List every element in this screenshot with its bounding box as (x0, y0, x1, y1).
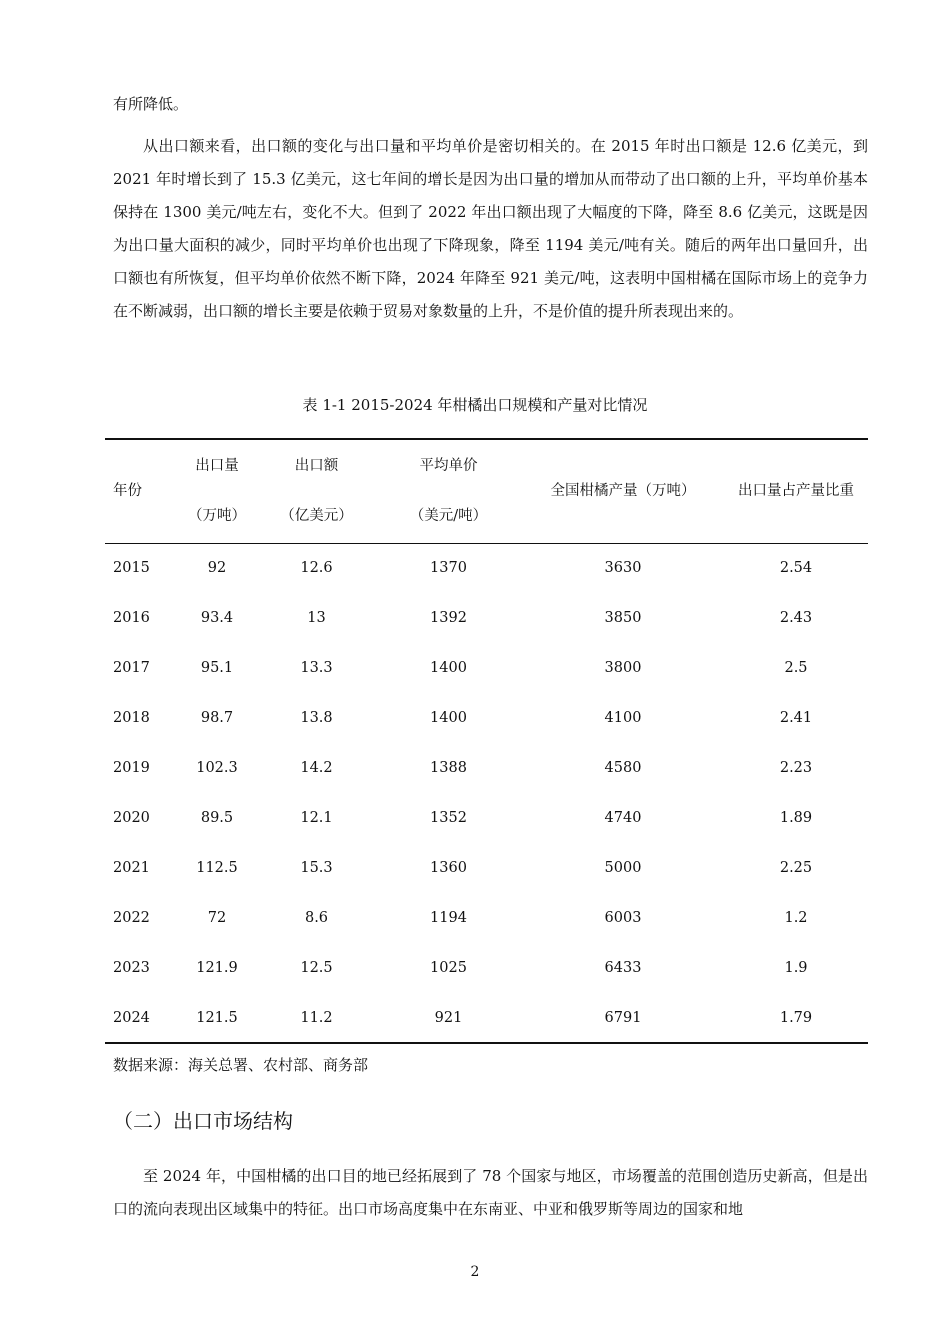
cell-volume: 98.7 (200, 710, 234, 726)
cell-share: 2.41 (779, 710, 813, 726)
header-export-volume-unit: （万吨） (188, 508, 246, 525)
header-production: 全国柑橘产量（万吨） (550, 483, 696, 500)
paragraph-continuation: 有所降低。 (113, 95, 189, 113)
header-unit-price-unit: （美元/吨） (409, 508, 488, 525)
cell-production: 4580 (604, 760, 642, 776)
cell-share: 2.5 (784, 660, 808, 676)
cell-volume: 95.1 (200, 660, 234, 676)
cell-production: 3800 (604, 660, 642, 676)
cell-year: 2022 (113, 910, 150, 926)
table-row (105, 943, 868, 993)
cell-volume: 92 (207, 560, 227, 577)
header-export-value (258, 439, 375, 543)
cell-price: 1400 (430, 710, 467, 726)
section-heading: （二）出口市场结构 (113, 1109, 293, 1133)
cell-production: 3850 (604, 610, 642, 626)
cell-share: 1.79 (779, 1009, 813, 1026)
cell-value: 8.6 (304, 910, 329, 926)
cell-volume: 121.5 (196, 1009, 238, 1026)
header-export-volume-label: 出口量 (195, 458, 239, 475)
cell-price: 1388 (430, 760, 467, 776)
cell-year: 2021 (113, 860, 150, 876)
header-export-value-unit: （亿美元） (280, 508, 353, 525)
cell-value: 11.2 (300, 1009, 333, 1026)
table-row (105, 793, 868, 843)
cell-value: 12.1 (300, 810, 333, 826)
cell-share: 2.23 (779, 760, 813, 776)
table-row (105, 593, 868, 643)
table-row (105, 693, 868, 743)
cell-price: 1360 (430, 860, 467, 876)
cell-volume: 89.5 (200, 810, 234, 826)
cell-value: 14.2 (300, 760, 333, 776)
table-header-row (105, 439, 868, 543)
cell-volume: 93.4 (200, 610, 234, 626)
cell-volume: 102.3 (196, 760, 238, 776)
cell-year: 2024 (113, 1009, 150, 1026)
header-year: 年份 (113, 483, 142, 500)
cell-volume: 112.5 (196, 860, 238, 876)
header-share: 出口量占产量比重 (738, 483, 854, 500)
cell-share: 2.54 (779, 560, 813, 577)
cell-production: 5000 (604, 860, 642, 876)
cell-value: 13.3 (300, 660, 333, 676)
table-caption: 表 1-1 2015-2024 年柑橘出口规模和产量对比情况 (302, 396, 648, 414)
cell-production: 4100 (604, 710, 642, 726)
cell-year: 2018 (113, 710, 150, 726)
cell-share: 1.2 (784, 910, 808, 926)
cell-share: 2.25 (779, 860, 813, 876)
cell-production: 3630 (604, 560, 642, 577)
table-row (105, 893, 868, 943)
table-row (105, 993, 868, 1043)
cell-production: 6003 (604, 910, 642, 926)
cell-year: 2016 (113, 610, 150, 626)
cell-value: 12.6 (300, 560, 333, 577)
paragraph-export-value: 从出口额来看，出口额的变化与出口量和平均单价是密切相关的。在 2015 年时出口额是 12.6 亿美元，到 2021 年时增长到了 15.3 亿美元，这七年间的增长是因为出口量的增加从而带动了出口额的上升，平均单价基本保持在 1300 美元/吨左右，变化不大。但到了 2022 年出口额出现了大幅度的下降，降至 8.6 亿美元，这既是因为出口量大面积的减少，同时平均单价也出现了下降现象，降至 1194 美元/吨有关。随后的两年出口量回升，出口额也有所恢复，但平均单价依然不断下降，2024 年降至 921 美元/吨，这表明中国柑橘在国际市场上的竞争力在不断减弱，出口额的增长主要是依赖于贸易对象数量的上升，不是价值的提升所表现出来的。 (113, 137, 868, 320)
export-table (105, 438, 868, 1044)
cell-value: 13.8 (300, 710, 333, 726)
cell-volume: 72 (207, 910, 227, 926)
cell-price: 1194 (430, 910, 467, 926)
header-export-volume (176, 439, 258, 543)
cell-year: 2019 (113, 760, 150, 776)
cell-price: 1392 (430, 610, 467, 626)
paragraph-market-structure: 至 2024 年，中国柑橘的出口目的地已经拓展到了 78 个国家与地区，市场覆盖的范围创造历史新高，但是出口的流向表现出区域集中的特征。出口市场高度集中在东南亚、中亚和俄罗斯等周边的国家和地 (113, 1167, 868, 1218)
table-row (105, 843, 868, 893)
cell-value: 15.3 (300, 860, 333, 876)
table-row (105, 643, 868, 693)
cell-price: 1025 (430, 960, 467, 976)
cell-share: 1.89 (779, 810, 813, 826)
cell-volume: 121.9 (196, 960, 238, 976)
cell-price: 1370 (430, 560, 467, 577)
cell-share: 2.43 (779, 610, 813, 626)
cell-production: 6791 (604, 1009, 642, 1026)
header-unit-price-label: 平均单价 (419, 458, 478, 475)
cell-production: 4740 (604, 810, 642, 826)
cell-year: 2023 (113, 960, 150, 976)
table-row (105, 543, 868, 593)
header-export-value-label: 出口额 (294, 458, 339, 475)
page-number: 2 (470, 1264, 480, 1280)
header-unit-price (375, 439, 522, 543)
cell-year: 2020 (113, 810, 150, 826)
cell-value: 13 (307, 610, 326, 626)
cell-year: 2015 (113, 560, 150, 577)
cell-share: 1.9 (784, 960, 808, 976)
cell-price: 1352 (430, 810, 467, 826)
cell-price: 921 (434, 1009, 463, 1026)
data-source-note: 数据来源：海关总署、农村部、商务部 (113, 1056, 369, 1074)
cell-year: 2017 (113, 660, 150, 676)
cell-value: 12.5 (300, 960, 333, 976)
cell-price: 1400 (430, 660, 467, 676)
table-row (105, 743, 868, 793)
cell-production: 6433 (604, 960, 642, 976)
